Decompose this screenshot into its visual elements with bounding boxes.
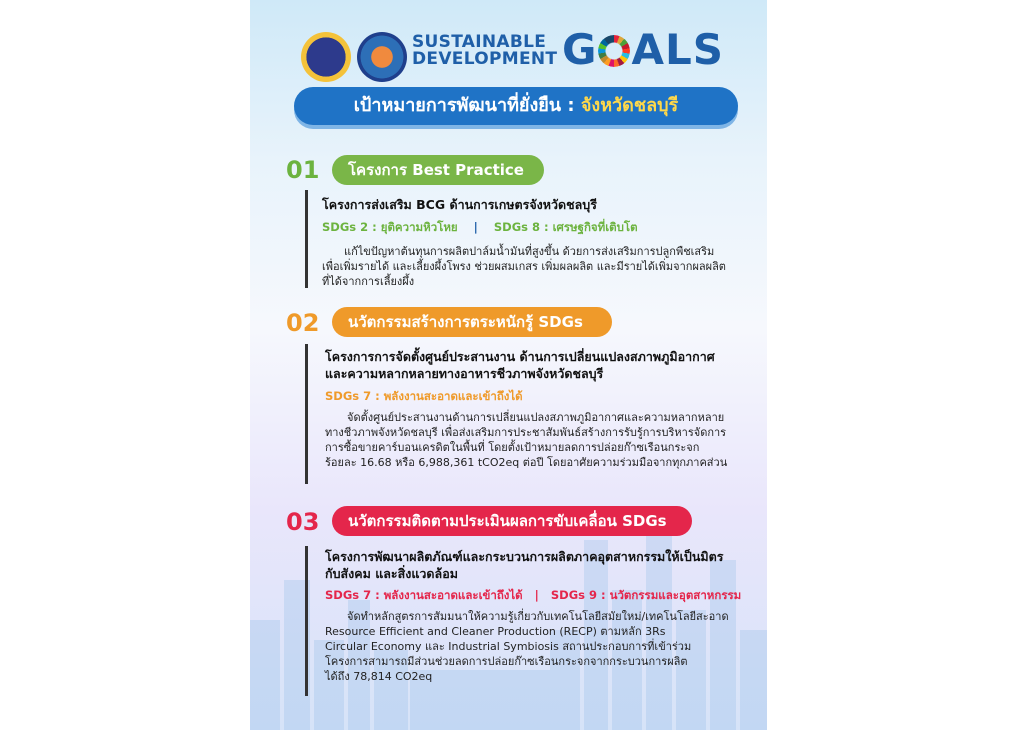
sdg-line1: SUSTAINABLE xyxy=(412,32,547,52)
project-title-line: และความหลากหลายทางอาหารชีวภาพจังหวัดชลบุรี xyxy=(325,366,604,381)
body-line: จัดตั้งศูนย์ประสานงานด้านการเปลี่ยนแปลงสภาพภูมิอากาศและความหลากหลาย xyxy=(347,411,725,424)
body-line: ที่ได้จากการเลี้ยงผึ้ง xyxy=(322,275,415,288)
section-number: 03 xyxy=(286,508,320,536)
body-line: ทางชีวภาพจังหวัดชลบุรี เพื่อส่งเสริมการประชาสัมพันธ์สร้างการรับรู้การบริหารจัดการ xyxy=(325,426,727,439)
section-pill: โครงการ Best Practice xyxy=(332,155,544,185)
body-line: การซื้อขายคาร์บอนเครดิตในพื้นที่ โดยตั้งเป้าหมายลดการปล่อยก๊าซเรือนกระจก xyxy=(325,441,700,454)
section-divider xyxy=(305,190,308,288)
body-line: โครงการสามารถมีส่วนช่วยลดการปล่อยก๊าซเรือนกระจกจากกระบวนการผลิต xyxy=(325,655,688,668)
body-line: Resource Efficient and Cleaner Production (RECP) ตามหลัก 3Rs xyxy=(325,625,666,638)
chonburi-province-seal-logo xyxy=(301,32,351,82)
sdg-wheel-icon xyxy=(598,35,630,67)
project-description xyxy=(322,244,742,289)
body-line: เพื่อเพิ่มรายได้ และเลี้ยงผึ้งโพรง ช่วยผสมเกสร เพิ่มผลผลิต และมีรายได้เพิ่มจากผลผลิต xyxy=(322,260,726,273)
sdg-tag: SDGs 2 : ยุติความหิวโหย xyxy=(322,220,458,234)
sdg-line2: DEVELOPMENT xyxy=(412,49,558,69)
project-title xyxy=(325,548,723,582)
poster xyxy=(250,0,767,730)
sdg-logo-text xyxy=(412,34,557,68)
section-divider xyxy=(305,344,308,484)
project-description xyxy=(325,609,745,684)
sdg-tag: SDGs 9 : นวัตกรรมและอุตสาหกรรม xyxy=(550,588,742,602)
project-title-line: กับสังคม และสิ่งแวดล้อม xyxy=(325,566,458,581)
sdg-separator: | xyxy=(473,220,478,234)
project-title: โครงการส่งเสริม BCG ด้านการเกษตรจังหวัดชลบุรี xyxy=(322,197,597,212)
section-pill: นวัตกรรมสร้างการตระหนักรู้ SDGs xyxy=(332,307,612,337)
sdg-tag: SDGs 7 : พลังงานสะอาดและเข้าถึงได้ xyxy=(325,389,523,403)
body-line: จัดทำหลักสูตรการสัมมนาให้ความรู้เกี่ยวกับเทคโนโลยีสมัยใหม่/เทคโนโลยีสะอาด xyxy=(347,610,729,623)
sdg-tag: SDGs 8 : เศรษฐกิจที่เติบโต xyxy=(493,220,638,234)
goals-rest: ALS xyxy=(631,25,725,74)
goals-g: G xyxy=(562,25,598,74)
section-pill: นวัตกรรมติดตามประเมินผลการขับเคลื่อน SDGs xyxy=(332,506,692,536)
sdg-tags xyxy=(325,588,741,603)
banner-title: เป้าหมายการพัฒนาที่ยั่งยืน : xyxy=(353,95,581,116)
sdg-separator: | xyxy=(534,588,539,602)
goals-wordmark xyxy=(562,25,725,74)
project-title-line: โครงการการจัดตั้งศูนย์ประสานงาน ด้านการเปลี่ยนแปลงสภาพภูมิอากาศ xyxy=(325,349,715,364)
body-line: ร้อยละ 16.68 หรือ 6,988,361 tCO2eq ต่อปี โดยอาศัยความร่วมมือจากทุกภาคส่วน xyxy=(325,456,728,469)
banner-province: จังหวัดชลบุรี xyxy=(580,95,679,116)
body-line: ได้ถึง 78,814 CO2eq xyxy=(325,670,433,683)
sdg-tags xyxy=(322,220,638,235)
project-description xyxy=(325,410,745,470)
body-line: แก้ไขปัญหาต้นทุนการผลิตปาล์มน้ำมันที่สูงขึ้น ด้วยการส่งเสริมการปลูกพืชเสริม xyxy=(344,245,715,258)
project-title-line: โครงการพัฒนาผลิตภัณฑ์และกระบวนการผลิตภาคอุตสาหกรรมให้เป็นมิตร xyxy=(325,549,724,564)
section-number: 02 xyxy=(286,309,320,337)
chonburi-provincial-emblem-logo xyxy=(357,32,407,82)
sdg-tag: SDGs 7 : พลังงานสะอาดและเข้าถึงได้ xyxy=(325,588,523,602)
project-title xyxy=(325,348,715,382)
section-divider xyxy=(305,546,308,696)
section-number: 01 xyxy=(286,156,320,184)
title-banner xyxy=(294,87,738,125)
body-line: Circular Economy และ Industrial Symbiosis สถานประกอบการที่เข้าร่วม xyxy=(325,640,692,653)
